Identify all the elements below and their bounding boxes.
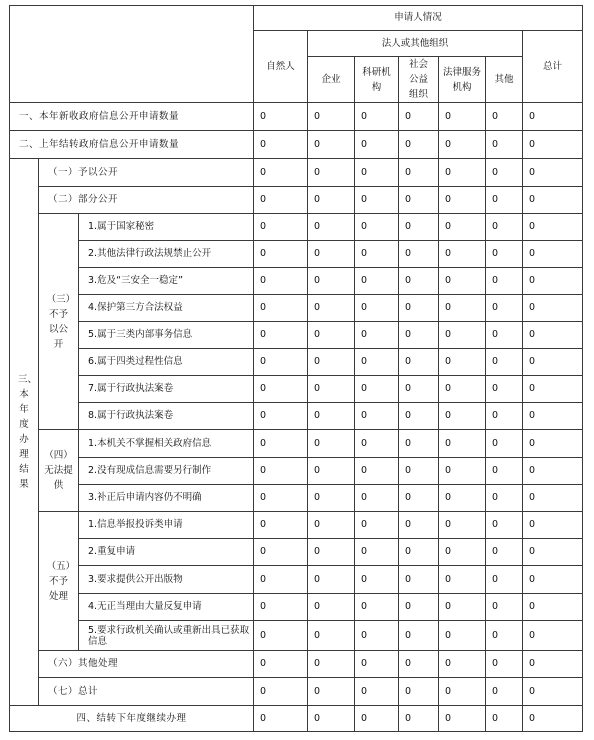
- value-cell: 0: [254, 566, 308, 594]
- unable-group-label: （四）无法提供: [44, 450, 73, 491]
- value-cell: 0: [355, 349, 399, 376]
- grant-full-label: （一）予以公开: [39, 159, 254, 187]
- unable-item-label: 2.没有现成信息需要另行制作: [79, 458, 254, 485]
- legal-person-group-header: 法人或其他组织: [308, 31, 523, 57]
- value-cell: 0: [439, 187, 486, 214]
- value-cell: 0: [399, 241, 439, 268]
- other-org-header: 其他: [486, 57, 523, 103]
- value-cell: 0: [523, 566, 583, 594]
- row-not-process-1: [10, 512, 583, 539]
- value-cell: 0: [439, 566, 486, 594]
- value-cell: 0: [308, 706, 355, 732]
- value-cell: 0: [486, 268, 523, 295]
- row-deny-2: [10, 241, 583, 268]
- value-cell: 0: [355, 322, 399, 349]
- value-cell: 0: [523, 131, 583, 159]
- value-cell: 0: [308, 621, 355, 651]
- value-cell: 0: [486, 430, 523, 458]
- value-cell: 0: [254, 403, 308, 430]
- value-cell: 0: [439, 430, 486, 458]
- not-process-group-label: （五）不予处理: [46, 560, 71, 602]
- value-cell: 0: [486, 103, 523, 131]
- value-cell: 0: [308, 159, 355, 187]
- value-cell: 0: [355, 103, 399, 131]
- value-cell: 0: [523, 621, 583, 651]
- value-cell: 0: [486, 349, 523, 376]
- row-deny-5: [10, 322, 583, 349]
- value-cell: 0: [523, 594, 583, 621]
- value-cell: 0: [523, 403, 583, 430]
- value-cell: 0: [399, 485, 439, 512]
- public-welfare-org-header: [399, 57, 439, 103]
- value-cell: 0: [254, 131, 308, 159]
- value-cell: 0: [355, 706, 399, 732]
- value-cell: 0: [486, 512, 523, 539]
- value-cell: 0: [355, 566, 399, 594]
- value-cell: 0: [486, 241, 523, 268]
- value-cell: 0: [486, 594, 523, 621]
- value-cell: 0: [486, 295, 523, 322]
- value-cell: 0: [399, 103, 439, 131]
- value-cell: 0: [308, 322, 355, 349]
- value-cell: 0: [399, 566, 439, 594]
- deny-group-cell: [39, 214, 79, 430]
- value-cell: 0: [254, 594, 308, 621]
- value-cell: 0: [439, 485, 486, 512]
- value-cell: 0: [308, 214, 355, 241]
- section3-title-cell: [10, 159, 39, 706]
- deny-item-label: 5.属于三类内部事务信息: [79, 322, 254, 349]
- value-cell: 0: [254, 706, 308, 732]
- value-cell: 0: [486, 458, 523, 485]
- value-cell: 0: [254, 539, 308, 566]
- value-cell: 0: [439, 678, 486, 706]
- value-cell: 0: [486, 376, 523, 403]
- research-institution-label: 科研机构: [362, 66, 391, 93]
- value-cell: 0: [523, 458, 583, 485]
- value-cell: 0: [439, 621, 486, 651]
- value-cell: 0: [486, 322, 523, 349]
- row-grant-partial: [10, 187, 583, 214]
- value-cell: 0: [486, 159, 523, 187]
- value-cell: 0: [254, 295, 308, 322]
- unable-item-label: 1.本机关不掌握相关政府信息: [79, 430, 254, 458]
- unable-group-cell: [39, 430, 79, 512]
- value-cell: 0: [399, 159, 439, 187]
- value-cell: 0: [355, 539, 399, 566]
- value-cell: 0: [439, 268, 486, 295]
- row-deny-1: [10, 214, 583, 241]
- value-cell: 0: [439, 295, 486, 322]
- new-applications-label: 一、本年新收政府信息公开申请数量: [10, 103, 254, 131]
- value-cell: 0: [523, 295, 583, 322]
- value-cell: 0: [523, 322, 583, 349]
- value-cell: 0: [355, 214, 399, 241]
- value-cell: 0: [399, 621, 439, 651]
- value-cell: 0: [308, 131, 355, 159]
- value-cell: 0: [254, 103, 308, 131]
- row-carried-over: [10, 131, 583, 159]
- value-cell: 0: [523, 159, 583, 187]
- row-unable-2: [10, 458, 583, 485]
- enterprise-header: 企业: [308, 57, 355, 103]
- value-cell: 0: [523, 187, 583, 214]
- value-cell: 0: [254, 376, 308, 403]
- value-cell: 0: [439, 241, 486, 268]
- row-deny-3: [10, 268, 583, 295]
- deny-item-label: 7.属于行政执法案卷: [79, 376, 254, 403]
- row-not-process-4: [10, 594, 583, 621]
- deny-item-label: 1.属于国家秘密: [79, 214, 254, 241]
- deny-item-label: 4.保护第三方合法权益: [79, 295, 254, 322]
- value-cell: 0: [439, 159, 486, 187]
- carried-over-label: 二、上年结转政府信息公开申请数量: [10, 131, 254, 159]
- value-cell: 0: [523, 539, 583, 566]
- not-process-item-label: 2.重复申请: [79, 539, 254, 566]
- row-deny-4: [10, 295, 583, 322]
- other-processing-label: （六）其他处理: [39, 651, 254, 678]
- value-cell: 0: [523, 268, 583, 295]
- value-cell: 0: [355, 403, 399, 430]
- value-cell: 0: [355, 268, 399, 295]
- value-cell: 0: [254, 512, 308, 539]
- value-cell: 0: [355, 651, 399, 678]
- value-cell: 0: [439, 103, 486, 131]
- deny-item-label: 8.属于行政执法案卷: [79, 403, 254, 430]
- value-cell: 0: [254, 458, 308, 485]
- value-cell: 0: [308, 268, 355, 295]
- value-cell: 0: [399, 295, 439, 322]
- value-cell: 0: [523, 214, 583, 241]
- value-cell: 0: [399, 131, 439, 159]
- value-cell: 0: [486, 621, 523, 651]
- value-cell: 0: [355, 187, 399, 214]
- value-cell: 0: [254, 159, 308, 187]
- value-cell: 0: [523, 706, 583, 732]
- value-cell: 0: [439, 512, 486, 539]
- value-cell: 0: [254, 651, 308, 678]
- value-cell: 0: [308, 403, 355, 430]
- row-new-applications: [10, 103, 583, 131]
- value-cell: 0: [355, 376, 399, 403]
- value-cell: 0: [355, 241, 399, 268]
- row-deny-6: [10, 349, 583, 376]
- value-cell: 0: [523, 241, 583, 268]
- value-cell: 0: [355, 485, 399, 512]
- value-cell: 0: [355, 594, 399, 621]
- value-cell: 0: [486, 678, 523, 706]
- value-cell: 0: [439, 322, 486, 349]
- value-cell: 0: [439, 349, 486, 376]
- value-cell: 0: [308, 539, 355, 566]
- disclosure-statistics-table-wrapper: [9, 5, 583, 732]
- value-cell: 0: [486, 131, 523, 159]
- deny-item-label: 2.其他法律行政法规禁止公开: [79, 241, 254, 268]
- value-cell: 0: [486, 403, 523, 430]
- value-cell: 0: [355, 159, 399, 187]
- grant-partial-label: （二）部分公开: [39, 187, 254, 214]
- value-cell: 0: [486, 706, 523, 732]
- header-corner-cell: [10, 6, 254, 103]
- value-cell: 0: [308, 458, 355, 485]
- value-cell: 0: [254, 678, 308, 706]
- value-cell: 0: [254, 430, 308, 458]
- value-cell: 0: [399, 430, 439, 458]
- value-cell: 0: [308, 512, 355, 539]
- carry-forward-label: 四、结转下年度继续办理: [10, 706, 254, 732]
- value-cell: 0: [399, 539, 439, 566]
- deny-item-label: 3.危及“三安全一稳定”: [79, 268, 254, 295]
- row-not-process-2: [10, 539, 583, 566]
- research-institution-header: [355, 57, 399, 103]
- value-cell: 0: [486, 187, 523, 214]
- public-welfare-org-label: 社会公益组织: [408, 59, 428, 100]
- value-cell: 0: [399, 214, 439, 241]
- header-row-1: [10, 6, 583, 31]
- value-cell: 0: [355, 512, 399, 539]
- value-cell: 0: [399, 678, 439, 706]
- value-cell: 0: [254, 187, 308, 214]
- value-cell: 0: [399, 403, 439, 430]
- value-cell: 0: [439, 594, 486, 621]
- value-cell: 0: [439, 458, 486, 485]
- unable-item-label: 3.补正后申请内容仍不明确: [79, 485, 254, 512]
- value-cell: 0: [308, 376, 355, 403]
- value-cell: 0: [308, 187, 355, 214]
- legal-service-org-label: 法律服务机构: [443, 66, 482, 93]
- total-header: 总计: [523, 31, 583, 103]
- not-process-item-label: 3.要求提供公开出版物: [79, 566, 254, 594]
- value-cell: 0: [308, 594, 355, 621]
- value-cell: 0: [254, 349, 308, 376]
- value-cell: 0: [308, 678, 355, 706]
- legal-service-org-header: [439, 57, 486, 103]
- value-cell: 0: [399, 651, 439, 678]
- value-cell: 0: [399, 376, 439, 403]
- value-cell: 0: [355, 430, 399, 458]
- value-cell: 0: [439, 539, 486, 566]
- row-subtotal: [10, 678, 583, 706]
- applicant-status-header: 申请人情况: [254, 6, 583, 31]
- row-grant-full: [10, 159, 583, 187]
- value-cell: 0: [308, 566, 355, 594]
- value-cell: 0: [355, 458, 399, 485]
- value-cell: 0: [254, 268, 308, 295]
- value-cell: 0: [523, 651, 583, 678]
- value-cell: 0: [399, 512, 439, 539]
- value-cell: 0: [355, 678, 399, 706]
- value-cell: 0: [523, 430, 583, 458]
- row-unable-3: [10, 485, 583, 512]
- subtotal-label: （七）总计: [39, 678, 254, 706]
- value-cell: 0: [399, 187, 439, 214]
- value-cell: 0: [254, 621, 308, 651]
- value-cell: 0: [399, 594, 439, 621]
- not-process-group-cell: [39, 512, 79, 651]
- value-cell: 0: [523, 512, 583, 539]
- value-cell: 0: [355, 295, 399, 322]
- value-cell: 0: [439, 403, 486, 430]
- value-cell: 0: [523, 485, 583, 512]
- value-cell: 0: [523, 349, 583, 376]
- value-cell: 0: [439, 214, 486, 241]
- not-process-item-label: 4.无正当理由大量反复申请: [79, 594, 254, 621]
- value-cell: 0: [308, 103, 355, 131]
- value-cell: 0: [254, 241, 308, 268]
- deny-item-label: 6.属于四类过程性信息: [79, 349, 254, 376]
- value-cell: 0: [399, 706, 439, 732]
- value-cell: 0: [399, 349, 439, 376]
- disclosure-statistics-table: [9, 5, 583, 732]
- not-process-item-label: 5.要求行政机关确认或重新出具已获取信息: [79, 621, 254, 651]
- value-cell: 0: [254, 485, 308, 512]
- value-cell: 0: [486, 651, 523, 678]
- row-not-process-3: [10, 566, 583, 594]
- value-cell: 0: [399, 268, 439, 295]
- value-cell: 0: [523, 678, 583, 706]
- value-cell: 0: [439, 131, 486, 159]
- value-cell: 0: [486, 566, 523, 594]
- natural-person-header: 自然人: [254, 31, 308, 103]
- row-other-processing: [10, 651, 583, 678]
- value-cell: 0: [439, 651, 486, 678]
- value-cell: 0: [254, 322, 308, 349]
- row-unable-1: [10, 430, 583, 458]
- value-cell: 0: [308, 241, 355, 268]
- row-deny-8: [10, 403, 583, 430]
- value-cell: 0: [254, 214, 308, 241]
- value-cell: 0: [486, 214, 523, 241]
- row-deny-7: [10, 376, 583, 403]
- value-cell: 0: [439, 706, 486, 732]
- value-cell: 0: [355, 131, 399, 159]
- value-cell: 0: [486, 539, 523, 566]
- deny-group-label: （三）不予以公开: [46, 293, 71, 350]
- row-carry-forward: [10, 706, 583, 732]
- value-cell: 0: [308, 430, 355, 458]
- value-cell: 0: [523, 376, 583, 403]
- value-cell: 0: [439, 376, 486, 403]
- section3-title: 三、本年度办理结果: [18, 374, 38, 490]
- value-cell: 0: [486, 485, 523, 512]
- not-process-item-label: 1.信息举报投诉类申请: [79, 512, 254, 539]
- value-cell: 0: [523, 103, 583, 131]
- value-cell: 0: [308, 651, 355, 678]
- value-cell: 0: [308, 485, 355, 512]
- value-cell: 0: [355, 621, 399, 651]
- value-cell: 0: [399, 458, 439, 485]
- value-cell: 0: [399, 322, 439, 349]
- value-cell: 0: [308, 295, 355, 322]
- row-not-process-5: [10, 621, 583, 651]
- value-cell: 0: [308, 349, 355, 376]
